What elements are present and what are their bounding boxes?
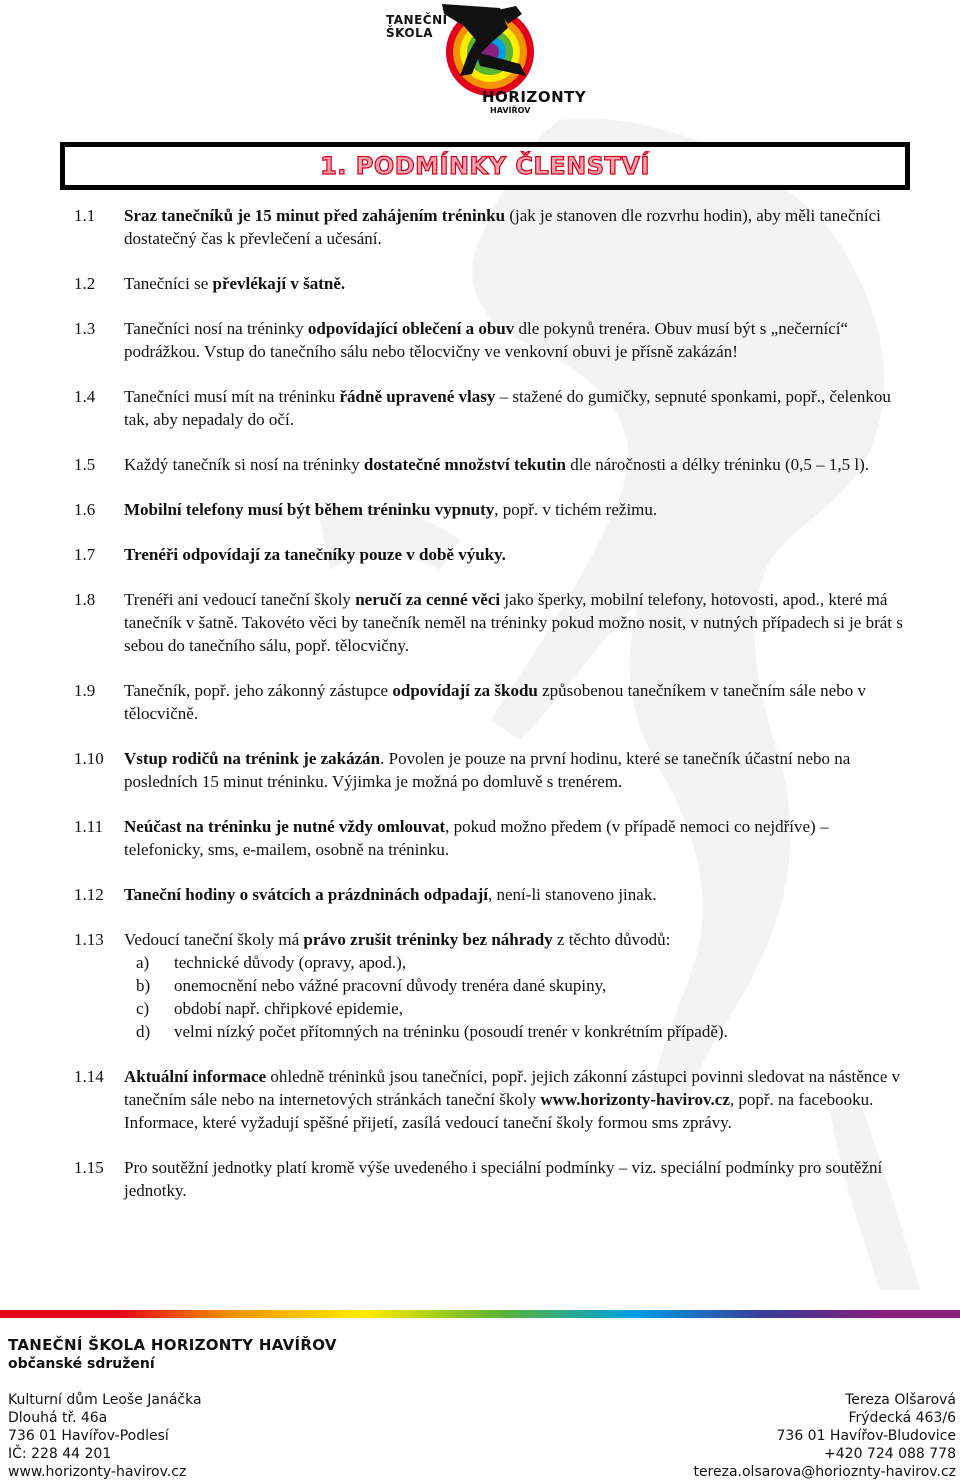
list-item bbox=[74, 272, 904, 295]
item-text-span: , popř. na facebooku. Informace, které vyžadují spěšné přijetí, zasílá vedoucí taneční školy formou sms zprávy. bbox=[124, 1090, 874, 1132]
section-title: 1. PODMÍNKY ČLENSTVÍ bbox=[320, 152, 650, 180]
item-number: 1.6 bbox=[74, 500, 96, 519]
school-logo bbox=[380, 4, 590, 122]
item-text-span: , popř. v tichém režimu. bbox=[494, 500, 658, 519]
item-text-span: ohledně tréninků jsou tanečníci, popř. jejich zákonní zástupci povinni sledovat na nástěnce v tanečním sále nebo na internetových stránkách taneční školy bbox=[124, 1067, 901, 1109]
logo-line2: ŠKOLA bbox=[386, 26, 434, 40]
footer-address-line: IČ: 228 44 201 bbox=[8, 1446, 112, 1462]
item-number: 1.10 bbox=[74, 749, 104, 768]
item-text bbox=[124, 747, 904, 793]
item-text-span: Pro soutěžní jednotky platí kromě výše uvedeného i speciální podmínky – viz. speciální podmínky pro soutěžní jednotky. bbox=[124, 1158, 883, 1200]
item-text-span: dle náročnosti a délky tréninku (0,5 – 1,5 l). bbox=[565, 455, 870, 474]
logo-text-tanecni-skola bbox=[386, 14, 448, 40]
logo-line1: TANEČNÍ bbox=[386, 13, 448, 27]
item-text-span: . Povolen je pouze na první hodinu, které se tanečník účastní nebo na posledních 15 minut tréninku. Výjimka je možná po domluvě s trenérem. bbox=[124, 749, 851, 791]
item-text bbox=[124, 1156, 904, 1202]
item-text bbox=[124, 1065, 904, 1134]
item-number: 1.8 bbox=[74, 590, 96, 609]
list-item bbox=[74, 883, 904, 906]
list-item bbox=[74, 498, 904, 521]
item-text-bold: dostatečné množství tekutin bbox=[363, 455, 566, 474]
item-text-bold: Aktuální informace bbox=[124, 1067, 267, 1086]
item-text-span: Tanečník, popř. jeho zákonný zástupce bbox=[124, 681, 393, 700]
item-text-span: dle pokynů trenéra. Obuv musí být s „nečernící“ podrážkou. Vstup do tanečního sálu nebo tělocvičny ve venkovní obuvi je přísně zakázán! bbox=[124, 319, 849, 361]
item-text bbox=[124, 588, 904, 657]
item-number: 1.14 bbox=[74, 1067, 104, 1086]
section-title-box bbox=[60, 142, 910, 190]
item-number: 1.11 bbox=[74, 817, 104, 836]
footer-address-line: 736 01 Havířov-Podlesí bbox=[8, 1428, 169, 1444]
list-item bbox=[74, 1065, 904, 1134]
footer-address-right bbox=[693, 1391, 956, 1481]
item-number: 1.5 bbox=[74, 455, 96, 474]
sub-item-text: onemocnění nebo vážné pracovní důvody trenéra dané skupiny, bbox=[174, 976, 607, 995]
footer-org-type: občanské sdružení bbox=[8, 1356, 155, 1372]
list-item bbox=[74, 679, 904, 725]
list-item bbox=[74, 317, 904, 363]
item-text-span: Trenéři ani vedoucí taneční školy bbox=[124, 590, 356, 609]
item-number: 1.7 bbox=[74, 545, 96, 564]
list-item bbox=[74, 543, 904, 566]
footer-address-left bbox=[8, 1391, 202, 1481]
sub-item-text: technické důvody (opravy, apod.), bbox=[174, 953, 407, 972]
list-item bbox=[74, 385, 904, 431]
footer-address-line: Frýdecká 463/6 bbox=[848, 1410, 956, 1426]
sub-item-letter: d) bbox=[136, 1022, 151, 1041]
sub-item bbox=[136, 1020, 904, 1043]
item-text bbox=[124, 928, 904, 1043]
item-text bbox=[124, 679, 904, 725]
item-text-bold: právo zrušit tréninky bez náhrady bbox=[303, 930, 553, 949]
list-item bbox=[74, 453, 904, 476]
item-text bbox=[124, 204, 904, 250]
item-text-bold: převlékají v šatně. bbox=[212, 274, 346, 293]
item-text-bold: Neúčast na tréninku je nutné vždy omlouvat bbox=[124, 817, 446, 836]
item-text bbox=[124, 453, 904, 476]
sub-item bbox=[136, 974, 904, 997]
item-text bbox=[124, 815, 904, 861]
sub-item bbox=[136, 951, 904, 974]
item-text bbox=[124, 543, 904, 566]
item-text-bold: Mobilní telefony musí být během tréninku vypnuty bbox=[124, 500, 495, 519]
item-number: 1.9 bbox=[74, 681, 96, 700]
sub-item-letter: a) bbox=[136, 953, 150, 972]
item-text-span: Vedoucí taneční školy má bbox=[124, 930, 304, 949]
footer-address-line: Tereza Olšarová bbox=[845, 1392, 956, 1408]
item-text-span: (jak je stanoven dle rozvrhu hodin), aby měli tanečníci dostatečný čas k převlečení a učesání. bbox=[124, 206, 881, 248]
item-text-span: , není-li stanoveno jinak. bbox=[488, 885, 657, 904]
footer-address-line: Dlouhá tř. 46a bbox=[8, 1410, 108, 1426]
item-number: 1.15 bbox=[74, 1158, 104, 1177]
footer-address-line: 736 01 Havířov-Bludovice bbox=[776, 1428, 956, 1444]
list-item bbox=[74, 1156, 904, 1202]
footer-org-name: TANEČNÍ ŠKOLA HORIZONTY HAVÍŘOV bbox=[8, 1336, 337, 1354]
item-number: 1.13 bbox=[74, 930, 104, 949]
sub-item-text: velmi nízký počet přítomných na tréninku (posoudí trenér v konkrétním případě). bbox=[174, 1022, 728, 1041]
item-text-bold: řádně upravené vlasy bbox=[339, 387, 496, 406]
footer-address-line: +420 724 088 778 bbox=[824, 1446, 956, 1462]
item-text-bold: Trenéři odpovídají za tanečníky pouze v době výuky. bbox=[124, 545, 506, 564]
logo-city: HAVÍŘOV bbox=[490, 106, 531, 115]
item-text-span: Tanečníci nosí na tréninky bbox=[124, 319, 308, 338]
item-number: 1.12 bbox=[74, 885, 104, 904]
rainbow-divider bbox=[0, 1310, 960, 1318]
item-text-span: z těchto důvodů: bbox=[552, 930, 671, 949]
item-text-bold: Taneční hodiny o svátcích a prázdninách odpadají bbox=[124, 885, 489, 904]
logo-brand: HORIZONTY bbox=[482, 88, 587, 106]
sub-item-text: období např. chřipkové epidemie, bbox=[174, 999, 403, 1018]
sub-item bbox=[136, 997, 904, 1020]
footer-address-line: Kulturní dům Leoše Janáčka bbox=[8, 1392, 202, 1408]
item-number: 1.3 bbox=[74, 319, 96, 338]
item-number: 1.4 bbox=[74, 387, 96, 406]
item-text-span: – stažené do gumičky, sepnuté sponkami, popř., čelenkou tak, aby nepadaly do očí. bbox=[124, 387, 891, 429]
conditions-list bbox=[74, 204, 904, 1202]
item-text-bold: Sraz tanečníků je 15 minut před zahájením tréninku bbox=[124, 206, 506, 225]
item-text bbox=[124, 385, 904, 431]
item-text-bold: odpovídají za škodu bbox=[392, 681, 538, 700]
item-text-bold: Vstup rodičů na trénink je zakázán bbox=[124, 749, 381, 768]
item-text-bold: www.horizonty-havirov.cz bbox=[540, 1090, 730, 1109]
item-text-span: Tanečníci musí mít na tréninku bbox=[124, 387, 340, 406]
item-text-span: jako šperky, mobilní telefony, hotovosti, apod., které má tanečník v šatně. Takovéto věci by tanečník neměl na tréninky pokud možno nosit, v nutných případech si je brát s sebou do tanečního sálu, popř. tělocvičny. bbox=[124, 590, 903, 655]
item-text bbox=[124, 883, 904, 906]
list-item bbox=[74, 747, 904, 793]
item-text-span: Tanečníci se bbox=[124, 274, 213, 293]
item-number: 1.1 bbox=[74, 206, 96, 225]
list-item bbox=[74, 815, 904, 861]
footer-address-line: www.horizonty-havirov.cz bbox=[8, 1464, 187, 1480]
item-text-span: způsobenou tanečníkem v tanečním sále nebo v tělocvičně. bbox=[124, 681, 866, 723]
sub-item-letter: b) bbox=[136, 976, 151, 995]
sub-item-letter: c) bbox=[136, 999, 150, 1018]
item-text bbox=[124, 317, 904, 363]
item-text-bold: odpovídající oblečení a obuv bbox=[307, 319, 515, 338]
item-text bbox=[124, 498, 904, 521]
item-number: 1.2 bbox=[74, 274, 96, 293]
list-item bbox=[74, 928, 904, 1043]
item-text bbox=[124, 272, 904, 295]
footer-address-line: tereza.olsarova@horioznty-havirov.cz bbox=[693, 1464, 956, 1480]
item-text-span: Každý tanečník si nosí na tréninky bbox=[124, 455, 364, 474]
item-text-span: , pokud možno předem (v případě nemoci co nejdříve) – telefonicky, sms, e-mailem, osobně na tréninku. bbox=[124, 817, 829, 859]
list-item bbox=[74, 588, 904, 657]
item-text-bold: neručí za cenné věci bbox=[355, 590, 501, 609]
list-item bbox=[74, 204, 904, 250]
